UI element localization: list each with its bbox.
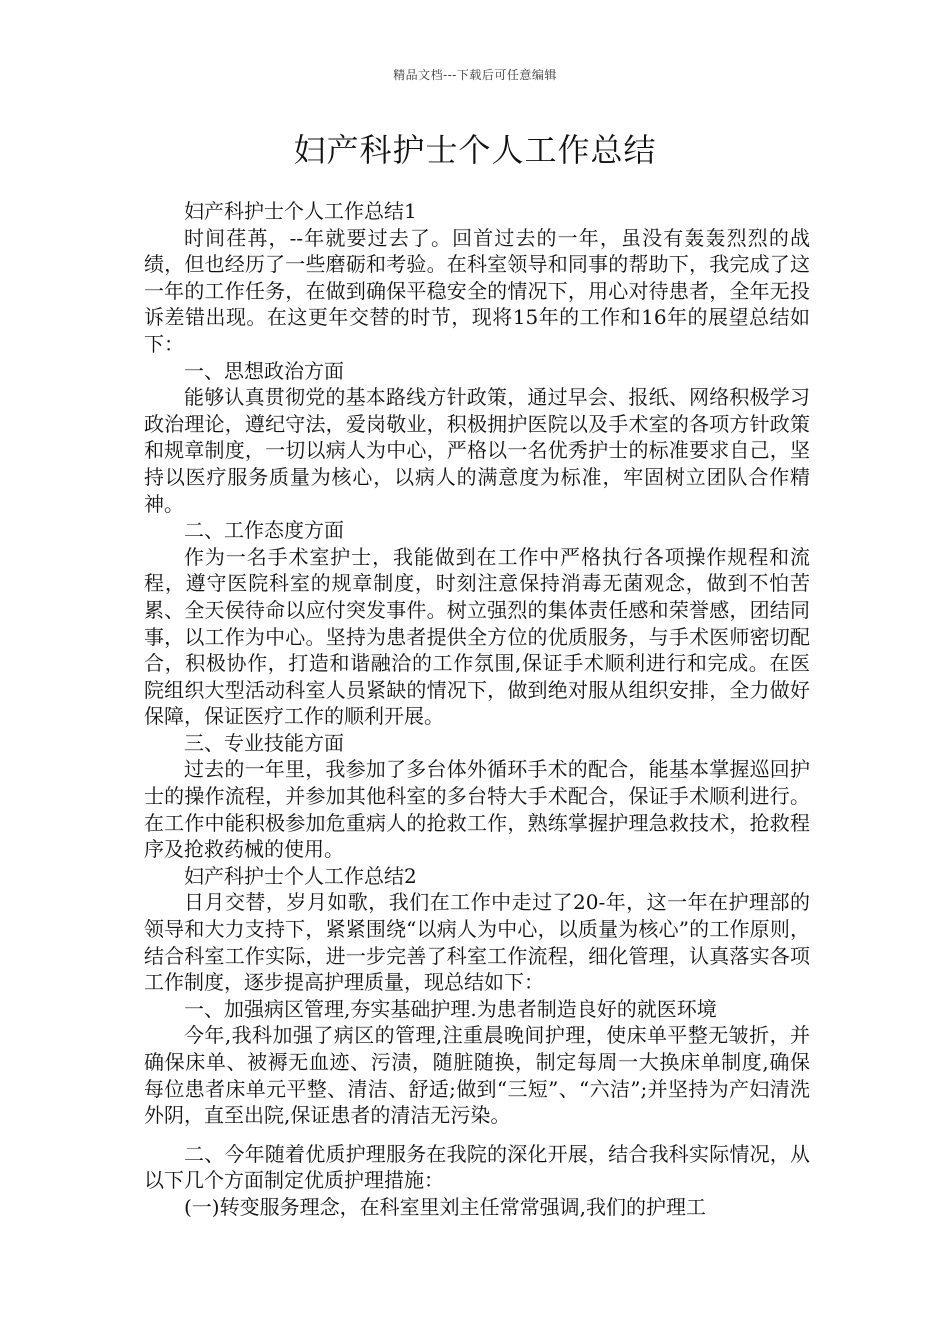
document-title: 妇产科护士个人工作总结 <box>293 131 657 169</box>
document-body <box>144 198 810 1221</box>
body-paragraph: 作为一名手术室护士，我能做到在工作中严格执行各项操作规程和流程，遵守医院科室的规章制度，时刻注意保持消毒无菌观念，做到不怕苦累、全天侯待命以应付突发事件。树立强烈的集体责任感和荣誉感，团结同事，以工作为中心。坚持为患者提供全方位的优质服务，与手术医师密切配合，积极协作，打造和谐融洽的工作氛围,保证手术顺利进行和完成。在医院组织大型活动科室人员紧缺的情况下，做到绝对服从组织安排，全力做好保障，保证医疗工作的顺利开展。 <box>144 544 810 729</box>
section-heading: 一、思想政治方面 <box>184 358 344 383</box>
body-paragraph: 时间荏苒，--年就要过去了。回首过去的一年，虽没有轰轰烈烈的战绩，但也经历了一些磨砺和考验。在科室领导和同事的帮助下，我完成了这一年的工作任务，在做到确保平稳安全的情况下，用心对待患者，全年无投诉差错出现。在这更年交替的时节，现将15年的工作和16年的展望总结如下： <box>144 225 810 356</box>
body-paragraph: (一)转变服务理念，在科室里刘主任常常强调,我们的护理工 <box>184 1194 706 1219</box>
body-paragraph: 能够认真贯彻党的基本路线方针政策，通过早会、报纸、网络积极学习政治理论，遵纪守法，爱岗敬业，积极拥护医院以及手术室的各项方针政策和规章制度，一切以病人为中心，严格以一名优秀护士的标准要求自己，坚持以医疗服务质量为核心，以病人的满意度为标准，牢固树立团队合作精神。 <box>144 385 810 516</box>
section-heading: 三、专业技能方面 <box>184 730 344 755</box>
section-heading: 二、工作态度方面 <box>184 518 344 543</box>
body-paragraph: 今年,我科加强了病区的管理,注重晨晚间护理，使床单平整无皱折，并确保床单、被褥无血迹、污渍，随脏随换，制定每周一大换床单制度,确保每位患者床单元平整、清洁、舒适;做到“三短”、“六洁”;并坚持为产妇清洗外阴，直至出院,保证患者的清洁无污染。 <box>144 1023 810 1128</box>
header-note: 精品文档---下载后可任意编辑 <box>393 68 557 82</box>
section-heading: 妇产科护士个人工作总结2 <box>184 863 417 888</box>
body-paragraph: 二、今年随着优质护理服务在我院的深化开展，结合我科实际情况，从以下几个方面制定优质护理措施： <box>144 1141 810 1193</box>
body-paragraph: 日月交替，岁月如歌，我们在工作中走过了20-年，这一年在护理部的领导和大力支持下，紧紧围绕“以病人为中心，以质量为核心”的工作原则，结合科室工作实际，进一步完善了科室工作流程，细化管理，认真落实各项工作制度，逐步提高护理质量，现总结如下： <box>144 890 810 995</box>
body-paragraph: 过去的一年里，我参加了多台体外循环手术的配合，能基本掌握巡回护士的操作流程，并参加其他科室的多台特大手术配合，保证手术顺利进行。在工作中能积极参加危重病人的抢救工作，熟练掌握护理急救技术，抢救程序及抢救药械的使用。 <box>144 757 810 862</box>
section-heading: 妇产科护士个人工作总结1 <box>184 199 417 223</box>
section-heading: 一、加强病区管理,夯实基础护理.为患者制造良好的就医环境 <box>184 996 717 1021</box>
